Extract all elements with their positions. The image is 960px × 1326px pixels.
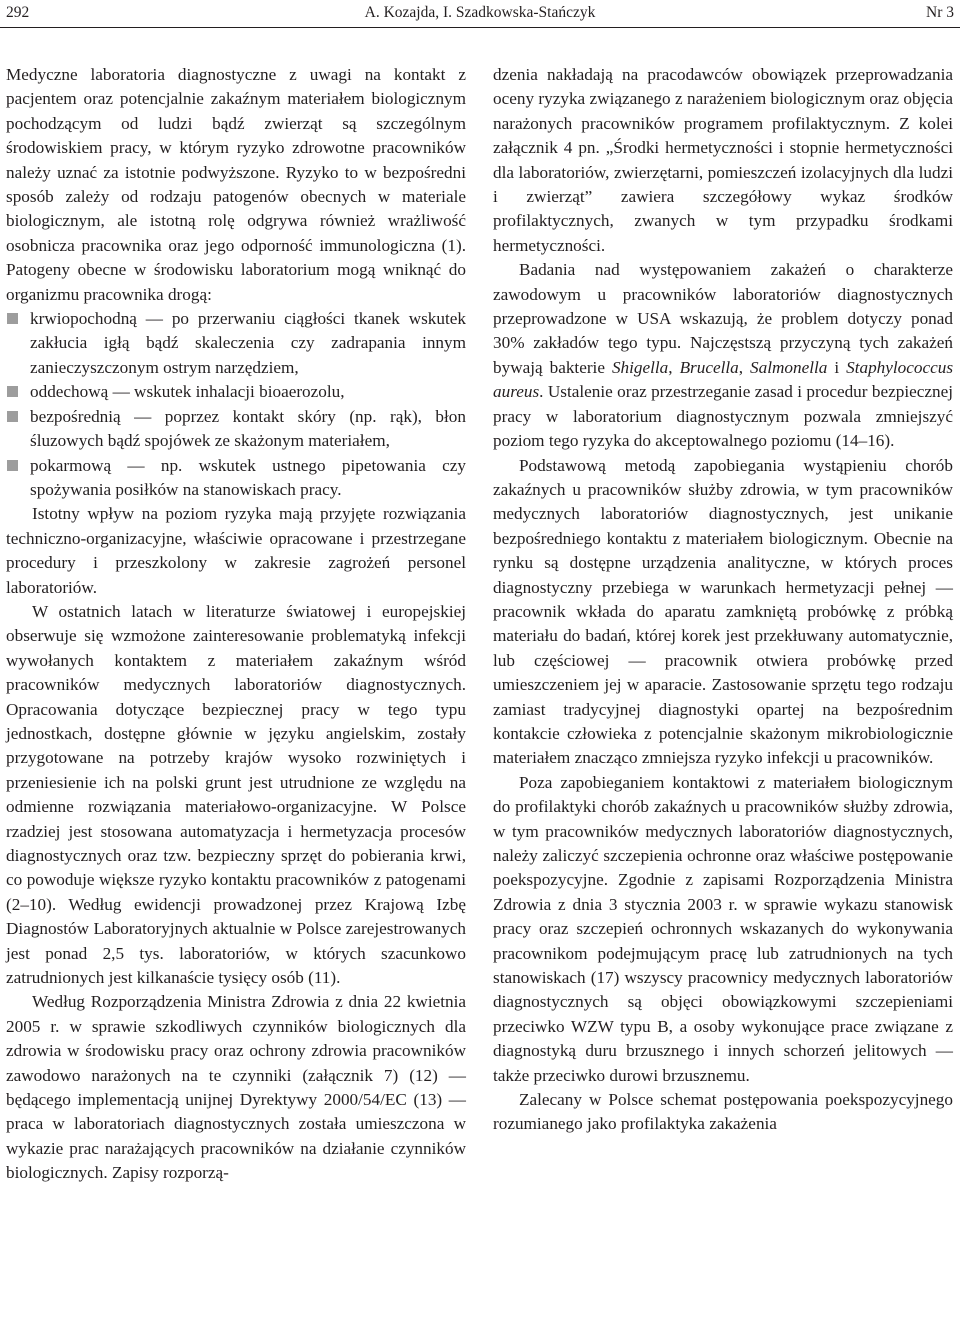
list-item-text: krwiopochodną — po przerwaniu ciągłości tkanek wskutek zakłucia igłą bądź skaleczenia czy zadrapania innym zanieczyszczonym ostrym narzędziem, [30, 309, 466, 377]
issue-number: Nr 3 [926, 4, 954, 21]
right-column [493, 63, 953, 1137]
square-bullet-icon [7, 411, 18, 422]
left-paragraph-4: Według Rozporządzenia Ministra Zdrowia z dnia 22 kwietnia 2005 r. w sprawie szkodliwych czynników biologicznych dla zdrowia w środowisku pracy oraz ochrony zdrowia pracowników zawodowo narażonych na te czynniki (załącznik 7) (12) — będącego implementacją unijnej Dyrektywy 2000/54/EC (13) — praca w laboratoriach diagnostycznych została umieszczona w wykazie prac narażających pracowników na działanie czynników biologicznych. Zapisy rozporzą- [6, 992, 466, 1183]
left-paragraph-2: Istotny wpływ na poziom ryzyka mają przyjęte rozwiązania techniczno-organizacyjne, właściwie opracowane i przestrzegane procedury i przeszkolony w zakresie zagrożeń personel laboratoriów. [6, 504, 466, 597]
left-paragraph-1: Medyczne laboratoria diagnostyczne z uwagi na kontakt z pacjentem oraz potencjalnie zakaźnym materiałem biologicznym pochodzącym od ludzi bądź zwierząt są szczególnym środowiskiem pracy, w którym ryzyko zdrowotne pracowników należy uznać za istotnie podwyższone. Ryzyko to w bezpośredni sposób zależy od rodzaju patogenów obecnych w materiale biologicznym, ale istotną rolę odgrywa również wrażliwość osobnicza pracownika oraz jego odporność immunologiczna (1). Patogeny obecne w środowisku laboratorium mogą wniknąć do organizmu pracownika drogą: [6, 65, 466, 304]
species-name-brucella: Brucella [679, 357, 739, 377]
list-item [6, 307, 466, 380]
right-paragraph-3: Podstawową metodą zapobiegania wystąpieniu chorób zakaźnych u pracowników służby zdrowia, w tym pracowników medycznych laboratoriów diagnostycznych, jest unikanie bezpośredniego kontaktu z materiałem biologicznym. Obecnie na rynku są dostępne urządzenia analityczne, w których proces diagnostyczny przebiega w warunkach hermetyzacji pełnej — pracownik wkłada do aparatu zamkniętą probówkę z próbką materiału do badań, której korek jest przekłuwany automatycznie, lub częściowej — pracownik otwiera probówkę przed umieszczeniem jej w aparacie. Zastosowanie sprzętu tego rodzaju zamiast tradycyjnej diagnostyki opartej na bezpośrednim kontakcie człowieka z potencjalnie skażonym mikrobiologicznie materiałem znacząco zmniejsza ryzyko infekcji u pracowników. [493, 455, 953, 768]
text-run: Badania nad występowaniem zakażeń o charakterze zawodowym u pracowników laboratoriów diagnostycznych przeprowadzone w USA wskazują, że problem dotyczy ponad 30% zakładów tego typu. Najczęstszą przyczyną tych zakażeń bywają bakterie [493, 260, 953, 377]
text-run: , [738, 357, 751, 377]
left-column [6, 63, 466, 1186]
list-item [6, 380, 466, 404]
text-run: . Ustalenie oraz przestrzeganie zasad i procedur bezpiecznej pracy w laboratorium diagnostycznym pozwala zmniejszyć poziom tego ryzyka do akceptowalnego poziomu (14–16). [493, 382, 953, 451]
exposure-routes-list [6, 307, 466, 502]
left-paragraph-3: W ostatnich latach w literaturze światowej i europejskiej obserwuje się wzmożone zainteresowanie problematyką infekcji wywołanych kontaktem z materiałem zakaźnym wśród pracowników medycznych laboratoriów diagnostycznych. Opracowania dotyczące bezpiecznej pracy w tego typu jednostkach, dostępne głównie w języku angielskim, zostały przygotowane na potrzeby krajów wysoko rozwiniętych i przeniesienie ich na polski grunt jest utrudnione ze względu na odmienne rozwiązania materiałowo-organizacyjne. W Polsce rzadziej jest stosowana automatyzacja i hermetyzacja procesów diagnostycznych oraz tzw. bezpieczny sprzęt do pobierania krwi, co powoduje większe ryzyko kontaktu pracowników z patogenami (2–10). Według ewidencji prowadzonej przez Krajową Izbę Diagnostów Laboratoryjnych aktualnie w Polsce zarejestrowanych jest ponad 2,5 tys. laboratoriów, w których szacunkowo zatrudnionych jest kilkanaście tysięcy osób (11). [6, 601, 466, 988]
species-name-salmonella: Salmonella [750, 357, 828, 377]
square-bullet-icon [7, 386, 18, 397]
square-bullet-icon [7, 313, 18, 324]
header-rule [0, 27, 960, 28]
right-paragraph-4: Poza zapobieganiem kontaktowi z materiałem biologicznym do profilaktyki chorób zakaźnych u pracowników służby zdrowia, w tym pracowników medycznych laboratoriów diagnostycznych, należy zaliczyć szczepienia ochronne oraz właściwe postępowanie poekspozycyjne. Zgodnie z zapisami Rozporządzenia Ministra Zdrowia z dnia 3 stycznia 2003 r. w sprawie wykazu stanowisk pracy oraz szczepień ochronnych wskazanych do wykonywania pracownikom podejmującym pracę lub zatrudnionych na tych stanowiskach (17) wszyscy pracownicy medycznych laboratoriów diagnostycznych są objęci obowiązkowymi szczepieniami przeciwko WZW typu B, a osoby wykonujące prace związane z diagnostyką duru brzusznego i innych schorzeń jelitowych — także przeciwko durowi brzusznemu. [493, 772, 953, 1085]
text-run: i [827, 357, 847, 377]
right-paragraph-2 [493, 258, 953, 453]
running-header [6, 0, 954, 26]
right-paragraph-1: dzenia nakładają na pracodawców obowiązek przeprowadzania oceny ryzyka związanego z narażeniem biologicznym oraz objęcia narażonych pracowników programem profilaktycznym. Z kolei załącznik 4 pn. „Środki hermetyczności i stopnie hermetyczności dla laboratoriów, zwierzętarni, pomieszczeń izolacyjnych dla ludzi i zwierząt” zawiera szczegółowy wykaz środków profilaktycznych, zwanych w tym przypadku środkami hermetyczności. [493, 65, 953, 255]
list-item [6, 454, 466, 503]
text-run: , [668, 357, 680, 377]
list-item-text: bezpośrednią — poprzez kontakt skóry (np. rąk), błon śluzowych bądź spojówek ze skażonym materiałem, [30, 406, 466, 451]
list-item [6, 405, 466, 454]
species-name-shigella: Shigella [611, 357, 669, 377]
right-paragraph-5: Zalecany w Polsce schemat postępowania poekspozycyjnego rozumianego jako profilaktyka zakażenia [493, 1090, 953, 1134]
page-number: 292 [6, 4, 30, 21]
header-authors: A. Kozajda, I. Szadkowska-Stańczyk [364, 4, 596, 21]
list-item-text: pokarmową — np. wskutek ustnego pipetowania czy spożywania posiłków na stanowiskach pracy. [30, 455, 466, 499]
species-name-staphylococcus: Staphylococcus aureus [493, 357, 954, 402]
list-item-text: oddechową — wskutek inhalacji bioaerozolu, [30, 382, 345, 402]
square-bullet-icon [7, 460, 18, 471]
